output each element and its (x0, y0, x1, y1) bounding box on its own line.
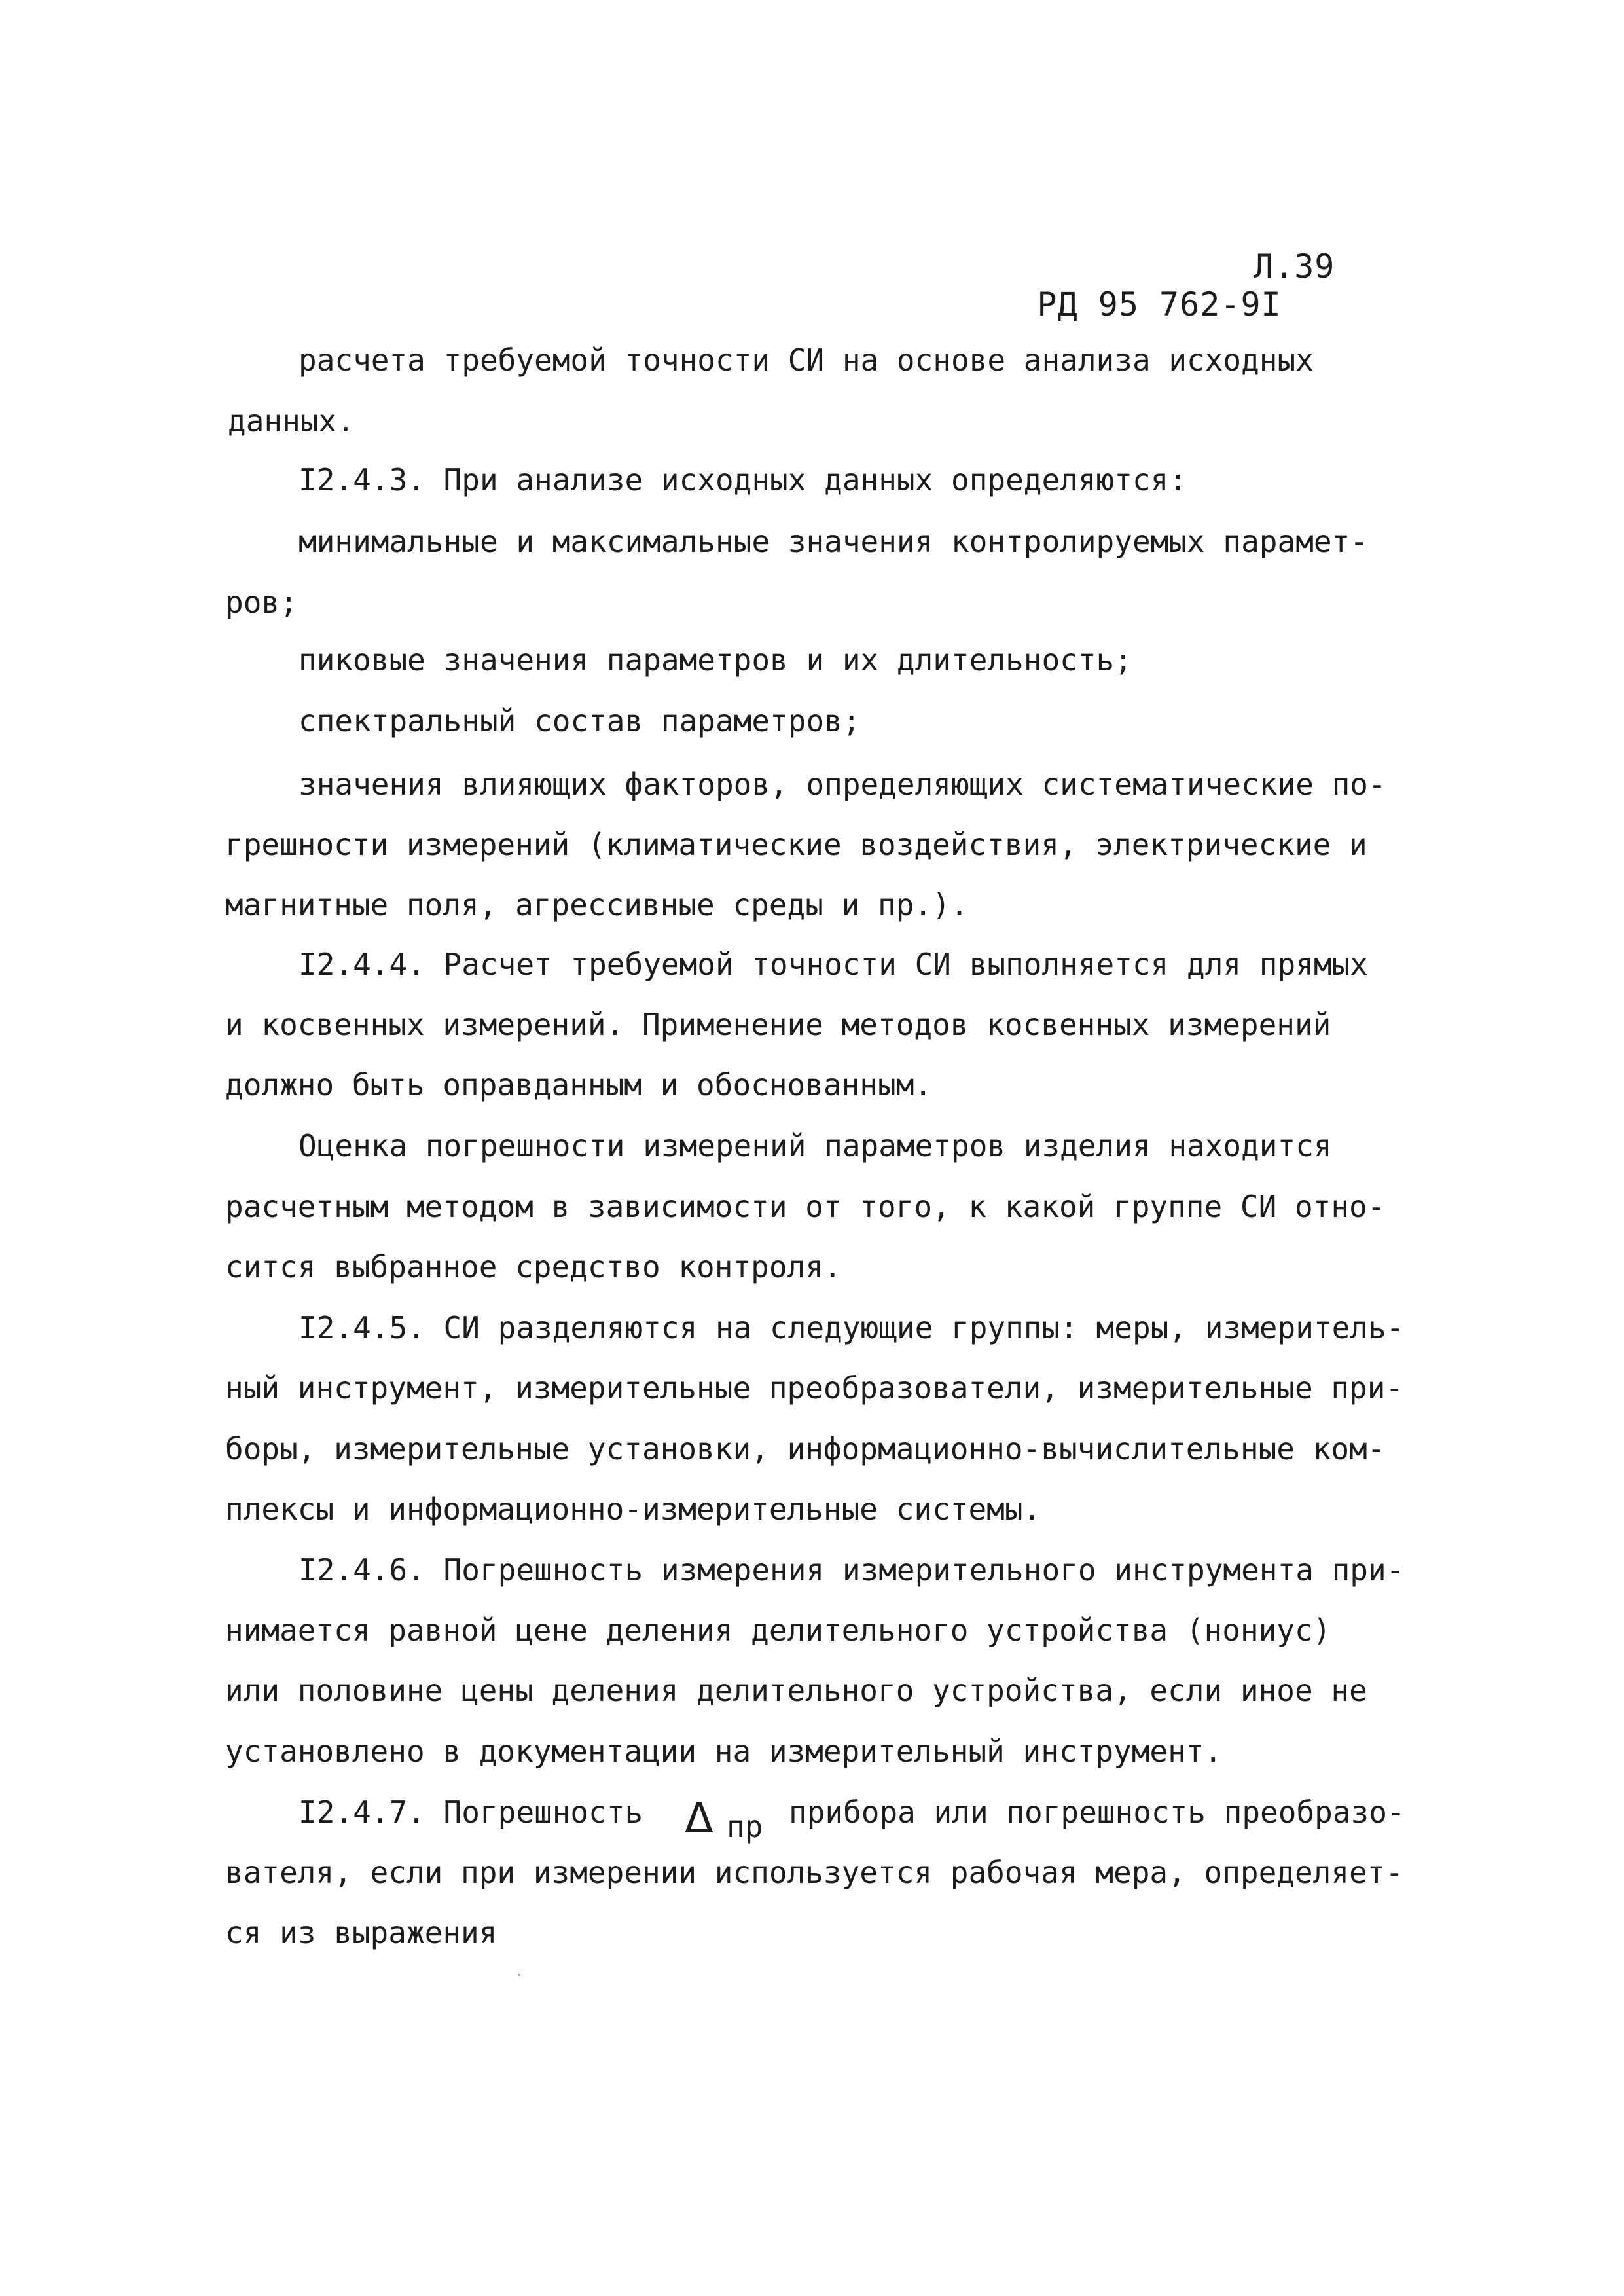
text-line: или половине цены деления делительного устройства, если иное не (225, 1673, 1367, 1708)
list-item: минимальные и максимальные значения контролируемых парамет- (298, 524, 1368, 559)
text-line: данных. (228, 403, 355, 439)
paragraph-12-4-3: I2.4.3. При анализе исходных данных определяются: (298, 462, 1187, 498)
delta-symbol: Δ (685, 1795, 713, 1843)
text-line: расчетным методом в зависимости от того, к какой группе СИ отно- (225, 1189, 1386, 1224)
list-item: пиковые значения параметров и их длительность; (298, 642, 1132, 678)
text-line: нимается равной цене деления делительного устройства (нониус) (225, 1613, 1331, 1648)
list-item: спектральный состав параметров; (298, 703, 861, 738)
paragraph-12-4-7: I2.4.7. Погрешность (298, 1795, 643, 1830)
text-line: вателя, если при измерении используется рабочая мера, определяет- (225, 1855, 1404, 1890)
paragraph-12-4-5: I2.4.5. СИ разделяются на следующие группы: меры, измеритель- (298, 1310, 1405, 1345)
text-line: ный инструмент, измерительные преобразователи, измерительные при- (225, 1370, 1404, 1406)
text-line: должно быть оправданным и обоснованным. (225, 1067, 933, 1102)
text-line: ся из выражения (225, 1915, 497, 1950)
text-line: прибора или погрешность преобразо- (789, 1795, 1405, 1830)
text-line: магнитные поля, агрессивные среды и пр.). (225, 887, 969, 922)
text-line: боры, измерительные установки, информационно-вычислительные ком- (225, 1431, 1386, 1467)
paragraph-12-4-4: I2.4.4. Расчет требуемой точности СИ выполняется для прямых (298, 947, 1368, 982)
sheet-number: Л.39 (1254, 247, 1335, 285)
paragraph-12-4-6: I2.4.6. Погрешность измерения измерительного инструмента при- (298, 1552, 1405, 1588)
text-line: плексы и информационно-измерительные системы. (225, 1491, 1041, 1527)
text-line: сится выбранное средство контроля. (225, 1249, 842, 1285)
text-line: расчета требуемой точности СИ на основе анализа исходных (298, 342, 1314, 378)
delta-subscript: пр (727, 1809, 763, 1844)
text-line: грешности измерений (климатические воздействия, электрические и (225, 827, 1367, 862)
text-line: ров; (225, 585, 298, 620)
document-code: РД 95 762-9I (1037, 285, 1282, 323)
text-line: установлено в документации на измерительный инструмент. (225, 1734, 1223, 1769)
scan-speck (518, 1974, 520, 1976)
text-line: и косвенных измерений. Применение методов косвенных измерений (225, 1007, 1331, 1042)
paragraph-estimate: Оценка погрешности измерений параметров изделия находится (298, 1128, 1332, 1163)
list-item: значения влияющих факторов, определяющих систематические по- (298, 767, 1386, 802)
